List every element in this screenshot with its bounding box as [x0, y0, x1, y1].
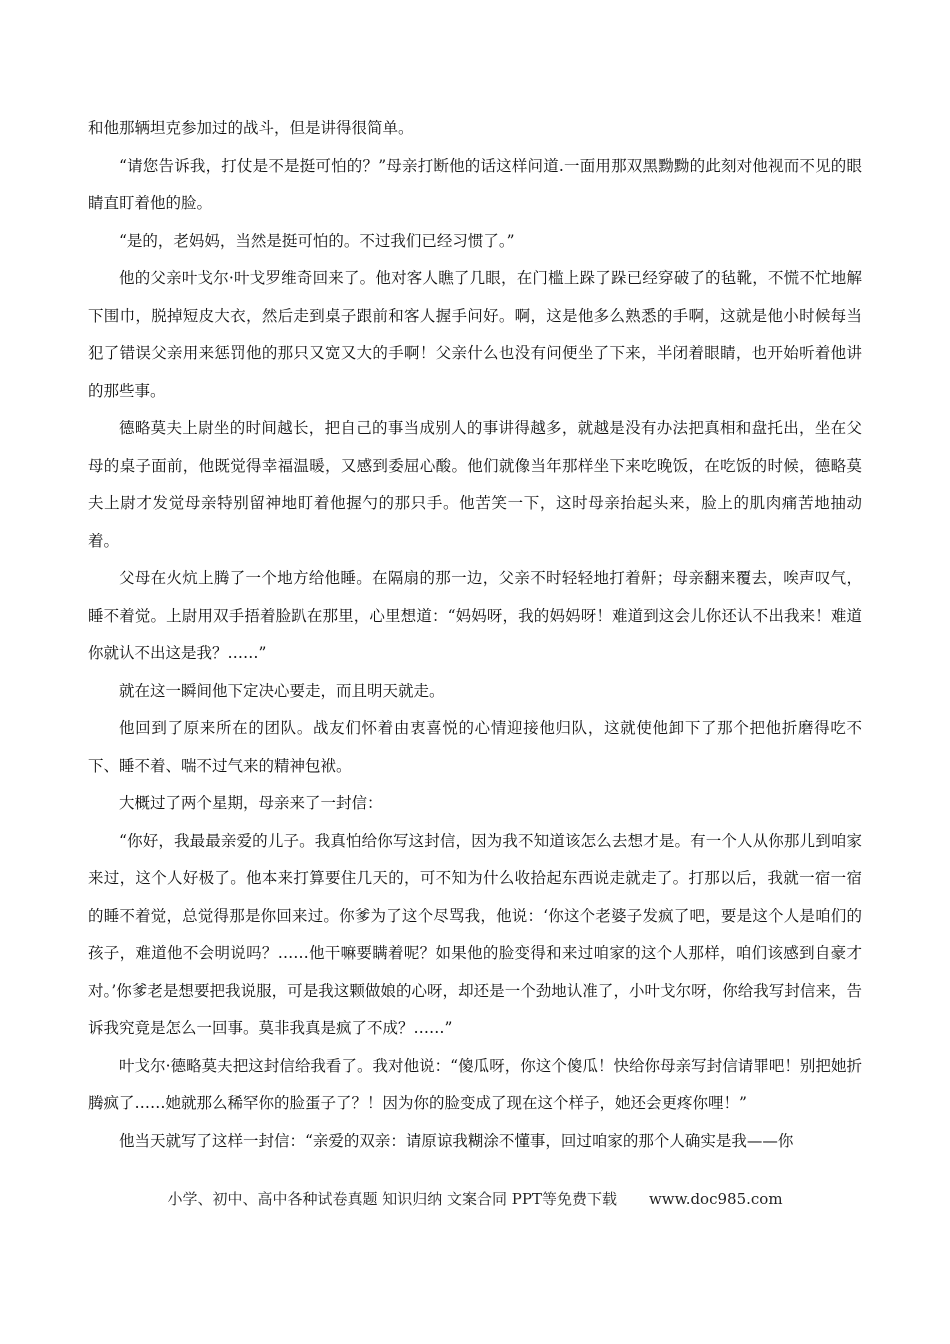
- paragraph: “请您告诉我，打仗是不是挺可怕的？”母亲打断他的话这样问道.一面用那双黑黝黝的此刻对他视而不见的眼睛直盯着他的脸。: [88, 156, 862, 212]
- paragraph: 他的父亲叶戈尔·叶戈罗维奇回来了。他对客人瞧了几眼，在门槛上跺了跺已经穿破了的毡靴，不慌不忙地解下围巾，脱掉短皮大衣，然后走到桌子跟前和客人握手问好。啊，这是他多么熟悉的手啊，这就是他小时候每当犯了错误父亲用来惩罚他的那只又宽又大的手啊！父亲什么也没有问便坐了下来，半闭着眼睛，也开始听着他讲的那些事。: [88, 269, 862, 400]
- document-body: [88, 110, 862, 1160]
- page-footer: [0, 1188, 950, 1209]
- paragraph: 德略莫夫上尉坐的时间越长，把自己的事当成别人的事讲得越多，就越是没有办法把真相和盘托出，坐在父母的桌子面前，他既觉得幸福温暖，又感到委屈心酸。他们就像当年那样坐下来吃晚饭，在吃饭的时候，德略莫夫上尉才发觉母亲特别留神地盯着他握勺的那只手。他苦笑一下，这时母亲抬起头来，脸上的肌肉痛苦地抽动着。: [88, 419, 862, 550]
- paragraph: 大概过了两个星期，母亲来了一封信：: [119, 794, 383, 812]
- paragraph: 父母在火炕上腾了一个地方给他睡。在隔扇的那一边，父亲不时轻轻地打着鼾；母亲翻来覆去，唉声叹气，睡不着觉。上尉用双手捂着脸趴在那里，心里想道：“妈妈呀，我的妈妈呀！难道到这会儿你还认不出我来！难道你就认不出这是我？……”: [88, 569, 862, 662]
- paragraph: “你好，我最最亲爱的儿子。我真怕给你写这封信，因为我不知道该怎么去想才是。有一个人从你那儿到咱家来过，这个人好极了。他本来打算要住几天的，可不知为什么收拾起东西说走就走了。打那以后，我就一宿一宿的睡不着觉，总觉得那是你回来过。你爹为了这个尽骂我，他说：‘你这个老婆子发疯了吧，要是这个人是咱们的孩子，难道他不会明说吗？……他干嘛要瞒着呢？如果他的脸变得和来过咱家的这个人那样，咱们该感到自豪才对。’你爹老是想要把我说服，可是我这颗做娘的心呀，却还是一个劲地认准了，小叶戈尔呀，你给我写封信来，告诉我究竟是怎么一回事。莫非我真是疯了不成？……”: [88, 831, 862, 1037]
- footer-text: 小学、初中、高中各种试卷真题 知识归纳 文案合同 PPT等免费下载: [167, 1190, 617, 1208]
- paragraph: 就在这一瞬间他下定决心要走，而且明天就走。: [119, 681, 445, 700]
- paragraph: 他当天就写了这样一封信：“亲爱的双亲：请原谅我糊涂不懂事，回过咱家的那个人确实是我——你: [119, 1131, 794, 1150]
- paragraph: “是的，老妈妈，当然是挺可怕的。不过我们已经习惯了。”: [119, 231, 515, 250]
- footer-url: www.doc985.com: [648, 1190, 783, 1208]
- paragraph: 他回到了原来所在的团队。战友们怀着由衷喜悦的心情迎接他归队，这就使他卸下了那个把他折磨得吃不下、睡不着、喘不过气来的精神包袱。: [88, 719, 862, 775]
- paragraph: 叶戈尔·德略莫夫把这封信给我看了。我对他说：“傻瓜呀，你这个傻瓜！快给你母亲写封信请罪吧！别把她折腾疯了……她就那么稀罕你的脸蛋子了？！因为你的脸变成了现在这个样子，她还会更疼你哩！”: [88, 1056, 862, 1112]
- paragraph: 和他那辆坦克参加过的战斗，但是讲得很简单。: [88, 119, 414, 137]
